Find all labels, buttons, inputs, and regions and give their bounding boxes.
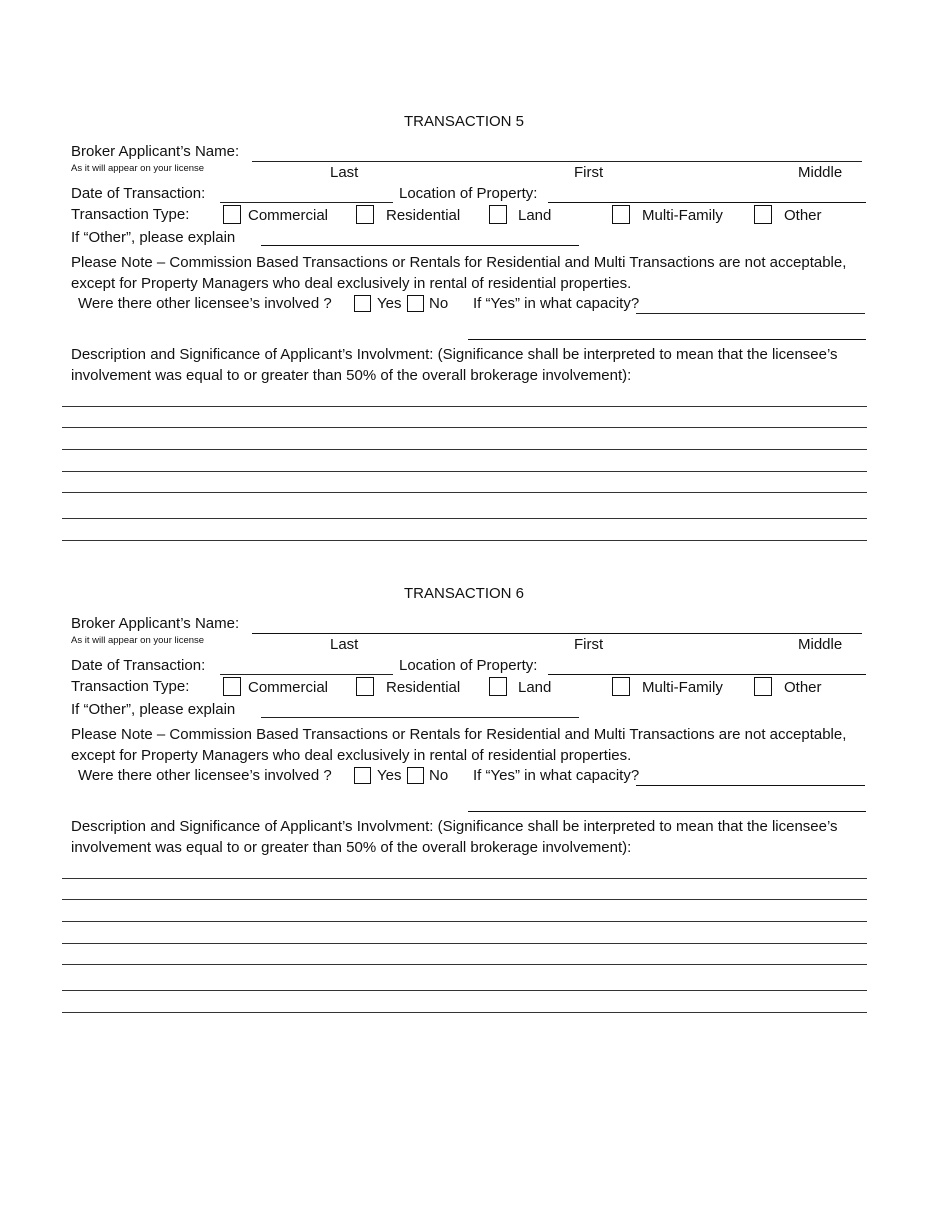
other-explain-field[interactable] — [261, 245, 579, 246]
other-checkbox[interactable] — [754, 677, 772, 696]
land-checkbox[interactable] — [489, 205, 507, 224]
description-line[interactable] — [62, 990, 867, 991]
commercial-label: Commercial — [248, 207, 329, 224]
land-checkbox[interactable] — [489, 677, 507, 696]
date-label: Date of Transaction: — [71, 185, 206, 202]
description-line[interactable] — [62, 449, 867, 450]
other-explain-label: If “Other”, please explain — [71, 701, 236, 718]
description-line[interactable] — [62, 878, 867, 879]
multi-family-label: Multi-Family — [642, 207, 723, 224]
name-hint: As it will appear on your license — [71, 163, 205, 174]
land-label: Land — [518, 679, 552, 696]
description-text: Description and Significance of Applicant’s Involvment: (Significance shall be interpreted to mean that the licensee’s involvement was equal to or greater than 50% of the overall brokerage involvement): — [71, 818, 838, 856]
capacity-field-continued[interactable] — [468, 339, 866, 340]
name-part-first: First — [574, 164, 604, 181]
location-label: Location of Property: — [399, 657, 538, 674]
name-part-last: Last — [330, 164, 359, 181]
multi-family-checkbox[interactable] — [612, 205, 630, 224]
description-text: Description and Significance of Applicant’s Involvment: (Significance shall be interpreted to mean that the licensee’s involvement was equal to or greater than 50% of the overall brokerage involvement): — [71, 346, 838, 384]
type-label: Transaction Type: — [71, 678, 190, 695]
date-field[interactable] — [220, 202, 393, 203]
commercial-checkbox[interactable] — [223, 205, 241, 224]
commercial-checkbox[interactable] — [223, 677, 241, 696]
other-explain-label: If “Other”, please explain — [71, 229, 236, 246]
transaction-6-section — [0, 472, 950, 952]
name-part-last: Last — [330, 636, 359, 653]
name-hint: As it will appear on your license — [71, 635, 205, 646]
name-part-middle: Middle — [798, 636, 843, 653]
name-label: Broker Applicant’s Name: — [71, 615, 240, 632]
capacity-field-continued[interactable] — [468, 811, 866, 812]
name-part-middle: Middle — [798, 164, 843, 181]
residential-checkbox[interactable] — [356, 677, 374, 696]
residential-label: Residential — [386, 679, 461, 696]
section-title: TRANSACTION 5 — [403, 113, 524, 130]
description-line[interactable] — [62, 921, 867, 922]
other-explain-field[interactable] — [261, 717, 579, 718]
yes-checkbox[interactable] — [354, 767, 371, 784]
no-checkbox[interactable] — [407, 767, 424, 784]
name-field[interactable] — [252, 633, 862, 634]
description-line[interactable] — [62, 1012, 867, 1013]
other-label: Other — [784, 207, 822, 224]
no-label: No — [429, 767, 449, 784]
capacity-field[interactable] — [636, 785, 865, 786]
location-field[interactable] — [548, 202, 866, 203]
location-label: Location of Property: — [399, 185, 538, 202]
no-checkbox[interactable] — [407, 295, 424, 312]
capacity-field[interactable] — [636, 313, 865, 314]
yes-label: Yes — [377, 767, 402, 784]
capacity-label: If “Yes” in what capacity? — [473, 295, 640, 312]
no-label: No — [429, 295, 449, 312]
land-label: Land — [518, 207, 552, 224]
yes-checkbox[interactable] — [354, 295, 371, 312]
commercial-label: Commercial — [248, 679, 329, 696]
section-title: TRANSACTION 6 — [403, 585, 524, 602]
others-question: Were there other licensee’s involved ? — [78, 767, 332, 784]
description-line[interactable] — [62, 427, 867, 428]
other-checkbox[interactable] — [754, 205, 772, 224]
residential-checkbox[interactable] — [356, 205, 374, 224]
date-field[interactable] — [220, 674, 393, 675]
other-label: Other — [784, 679, 822, 696]
multi-family-checkbox[interactable] — [612, 677, 630, 696]
description-line[interactable] — [62, 406, 867, 407]
residential-label: Residential — [386, 207, 461, 224]
note-text: Please Note – Commission Based Transactions or Rentals for Residential and Multi Transactions are not acceptable, except for Property Managers who deal exclusively in rental of residential properties. — [71, 726, 847, 764]
description-line[interactable] — [62, 899, 867, 900]
location-field[interactable] — [548, 674, 866, 675]
type-label: Transaction Type: — [71, 206, 190, 223]
description-line[interactable] — [62, 943, 867, 944]
transaction-5-section — [0, 0, 950, 480]
yes-label: Yes — [377, 295, 402, 312]
description-line[interactable] — [62, 964, 867, 965]
name-field[interactable] — [252, 161, 862, 162]
date-label: Date of Transaction: — [71, 657, 206, 674]
multi-family-label: Multi-Family — [642, 679, 723, 696]
note-text: Please Note – Commission Based Transactions or Rentals for Residential and Multi Transactions are not acceptable, except for Property Managers who deal exclusively in rental of residential properties. — [71, 254, 847, 292]
name-label: Broker Applicant’s Name: — [71, 143, 240, 160]
others-question: Were there other licensee’s involved ? — [78, 295, 332, 312]
name-part-first: First — [574, 636, 604, 653]
capacity-label: If “Yes” in what capacity? — [473, 767, 640, 784]
